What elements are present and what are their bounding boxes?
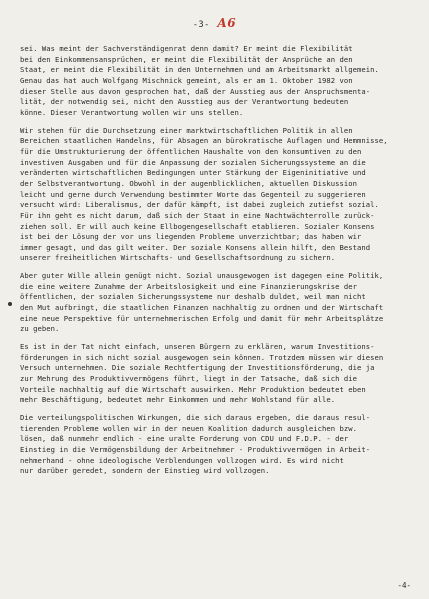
text-line: öffentlichen, der sozialen Sicherungssysteme nur deshalb duldet, weil man nicht (20, 292, 366, 302)
text-line: zur Mehrung des Produktivvermögens führt, liegt in der Tatsache, daß sich die (20, 374, 358, 384)
text-line: der Selbstverantwortung. Obwohl in der augenblicklichen, aktuellen Diskussion (20, 178, 358, 188)
text-line: Einstieg in die Vermögensbildung der Arbeitnehmer - Produktivvermögen in Arbeit- (20, 444, 371, 454)
text-line: Wir stehen für die Durchsetzung einer marktwirtschaftlichen Politik in allen (20, 125, 353, 135)
handwritten-mark: A6 (217, 16, 237, 30)
text-line: veränderten wirtschaftlichen Bedingungen unter Stärkung der Eigeninitiative und (20, 168, 366, 178)
paragraph-4 (20, 342, 416, 406)
document-body (20, 44, 416, 484)
text-line: dieser Stelle aus davon gesprochen hat, daß der Ausstieg aus der Anspruchsmenta- (20, 86, 371, 96)
text-line: könne. Dieser Verantwortung wollen wir uns stellen. (20, 107, 244, 117)
text-line: lität, der notwendig sei, nicht den Ausstieg aus der Verantwortung bedeuten (20, 97, 349, 107)
next-page-indicator: -4- (397, 581, 411, 590)
text-line: bei den Einkommensansprüchen, er meint die Flexibilität der Ansprüche an den (20, 54, 353, 64)
text-line: ist bei der Lösung der vor uns liegenden Probleme unverzichtbar; das haben wir (20, 232, 362, 242)
text-line: immer gesagt, und das gilt weiter. Der soziale Konsens allein hilft, den Bestand (20, 242, 371, 252)
text-line: Staat, er meint die Flexibilität in den Unternehmen und am Arbeitsmarkt allgemein. (20, 65, 379, 75)
paragraph-1 (20, 44, 416, 119)
paragraph-3 (20, 271, 416, 335)
text-line: nur darüber geredet, sondern der Einstieg wird vollzogen. (20, 466, 270, 476)
text-line: für die Umstrukturierung der öffentlichen Haushalte von den konsumtiven zu den (20, 146, 362, 156)
text-line: den Mut aufbringt, die staatlichen Finanzen nachhaltig zu ordnen und der Wirtschaft (20, 303, 384, 313)
text-line: tierenden Probleme wollen wir in der neuen Koalition dadurch ausgleichen bzw. (20, 423, 358, 433)
text-line: Es ist in der Tat nicht einfach, unseren Bürgern zu erklären, warum Investitions- (20, 342, 375, 352)
text-line: Vorteile nachhaltig auf die Wirtschaft auswirken. Mehr Produktion bedeutet eben (20, 384, 366, 394)
text-line: nehmerhand - ohne ideologische Verblendungen vollzogen wird. Es wird nicht (20, 455, 344, 465)
paragraph-2 (20, 126, 416, 265)
punch-hole-mark (8, 302, 12, 306)
text-line: Aber guter Wille allein genügt nicht. Sozial unausgewogen ist dagegen eine Politik, (20, 271, 384, 281)
text-line: investiven Ausgaben und für die Anpassung der sozialen Sicherungssysteme an die (20, 157, 366, 167)
text-line: Die verteilungspolitischen Wirkungen, die sich daraus ergeben, die daraus resul- (20, 413, 371, 422)
text-line: leicht und gerne durch Verwendung bestimmter Worte das Gegenteil zu suggerieren (20, 189, 366, 199)
text-line: Genau das hat auch Wolfgang Mischnick gemeint, als er am 1. Oktober 1982 von (20, 75, 353, 85)
page-header (0, 16, 429, 30)
text-line: Versuch unternehmen. Die soziale Rechtfertigung der Investitionsförderung, die ja (20, 363, 375, 373)
text-line: die eine weitere Zunahme der Arbeitslosigkeit und eine Finanzierungskrise der (20, 281, 358, 291)
paragraph-5 (20, 413, 416, 477)
text-line: förderungen in sich nicht sozial ausgewogen sein können. Trotzdem müssen wir diesen (20, 352, 384, 362)
text-line: zu geben. (20, 324, 60, 334)
text-line: lösen, daß nunmehr endlich - eine uralte Forderung von CDU und F.D.P. - der (20, 434, 349, 444)
text-line: sei. Was meint der Sachverständigenrat denn damit? Er meint die Flexibilität (20, 44, 353, 53)
text-line: mehr Beschäftigung, bedeutet mehr Einkommen und mehr Wohlstand für alle. (20, 395, 336, 405)
text-line: eine neue Perspektive für unternehmerischen Erfolg und damit für mehr Arbeitsplätze (20, 313, 384, 323)
page-number-label: -3- (192, 20, 210, 30)
text-line: versucht wird: Liberalismus, der dafür kämpft, ist dabei zugleich zutiefst sozial. (20, 200, 379, 210)
text-line: Bereichen staatlichen Handelns, für Absagen an bürokratische Auflagen und Hemmnisse, (20, 136, 388, 146)
text-line: Für ihn geht es nicht darum, daß sich der Staat in eine Nachtwächterrolle zurück- (20, 210, 375, 220)
text-line: ziehen soll. Er will auch keine Ellbogengesellschaft etablieren. Sozialer Konsens (20, 221, 375, 231)
text-line: unserer freiheitlichen Wirtschafts- und Gesellschaftsordnung zu sichern. (20, 253, 336, 263)
